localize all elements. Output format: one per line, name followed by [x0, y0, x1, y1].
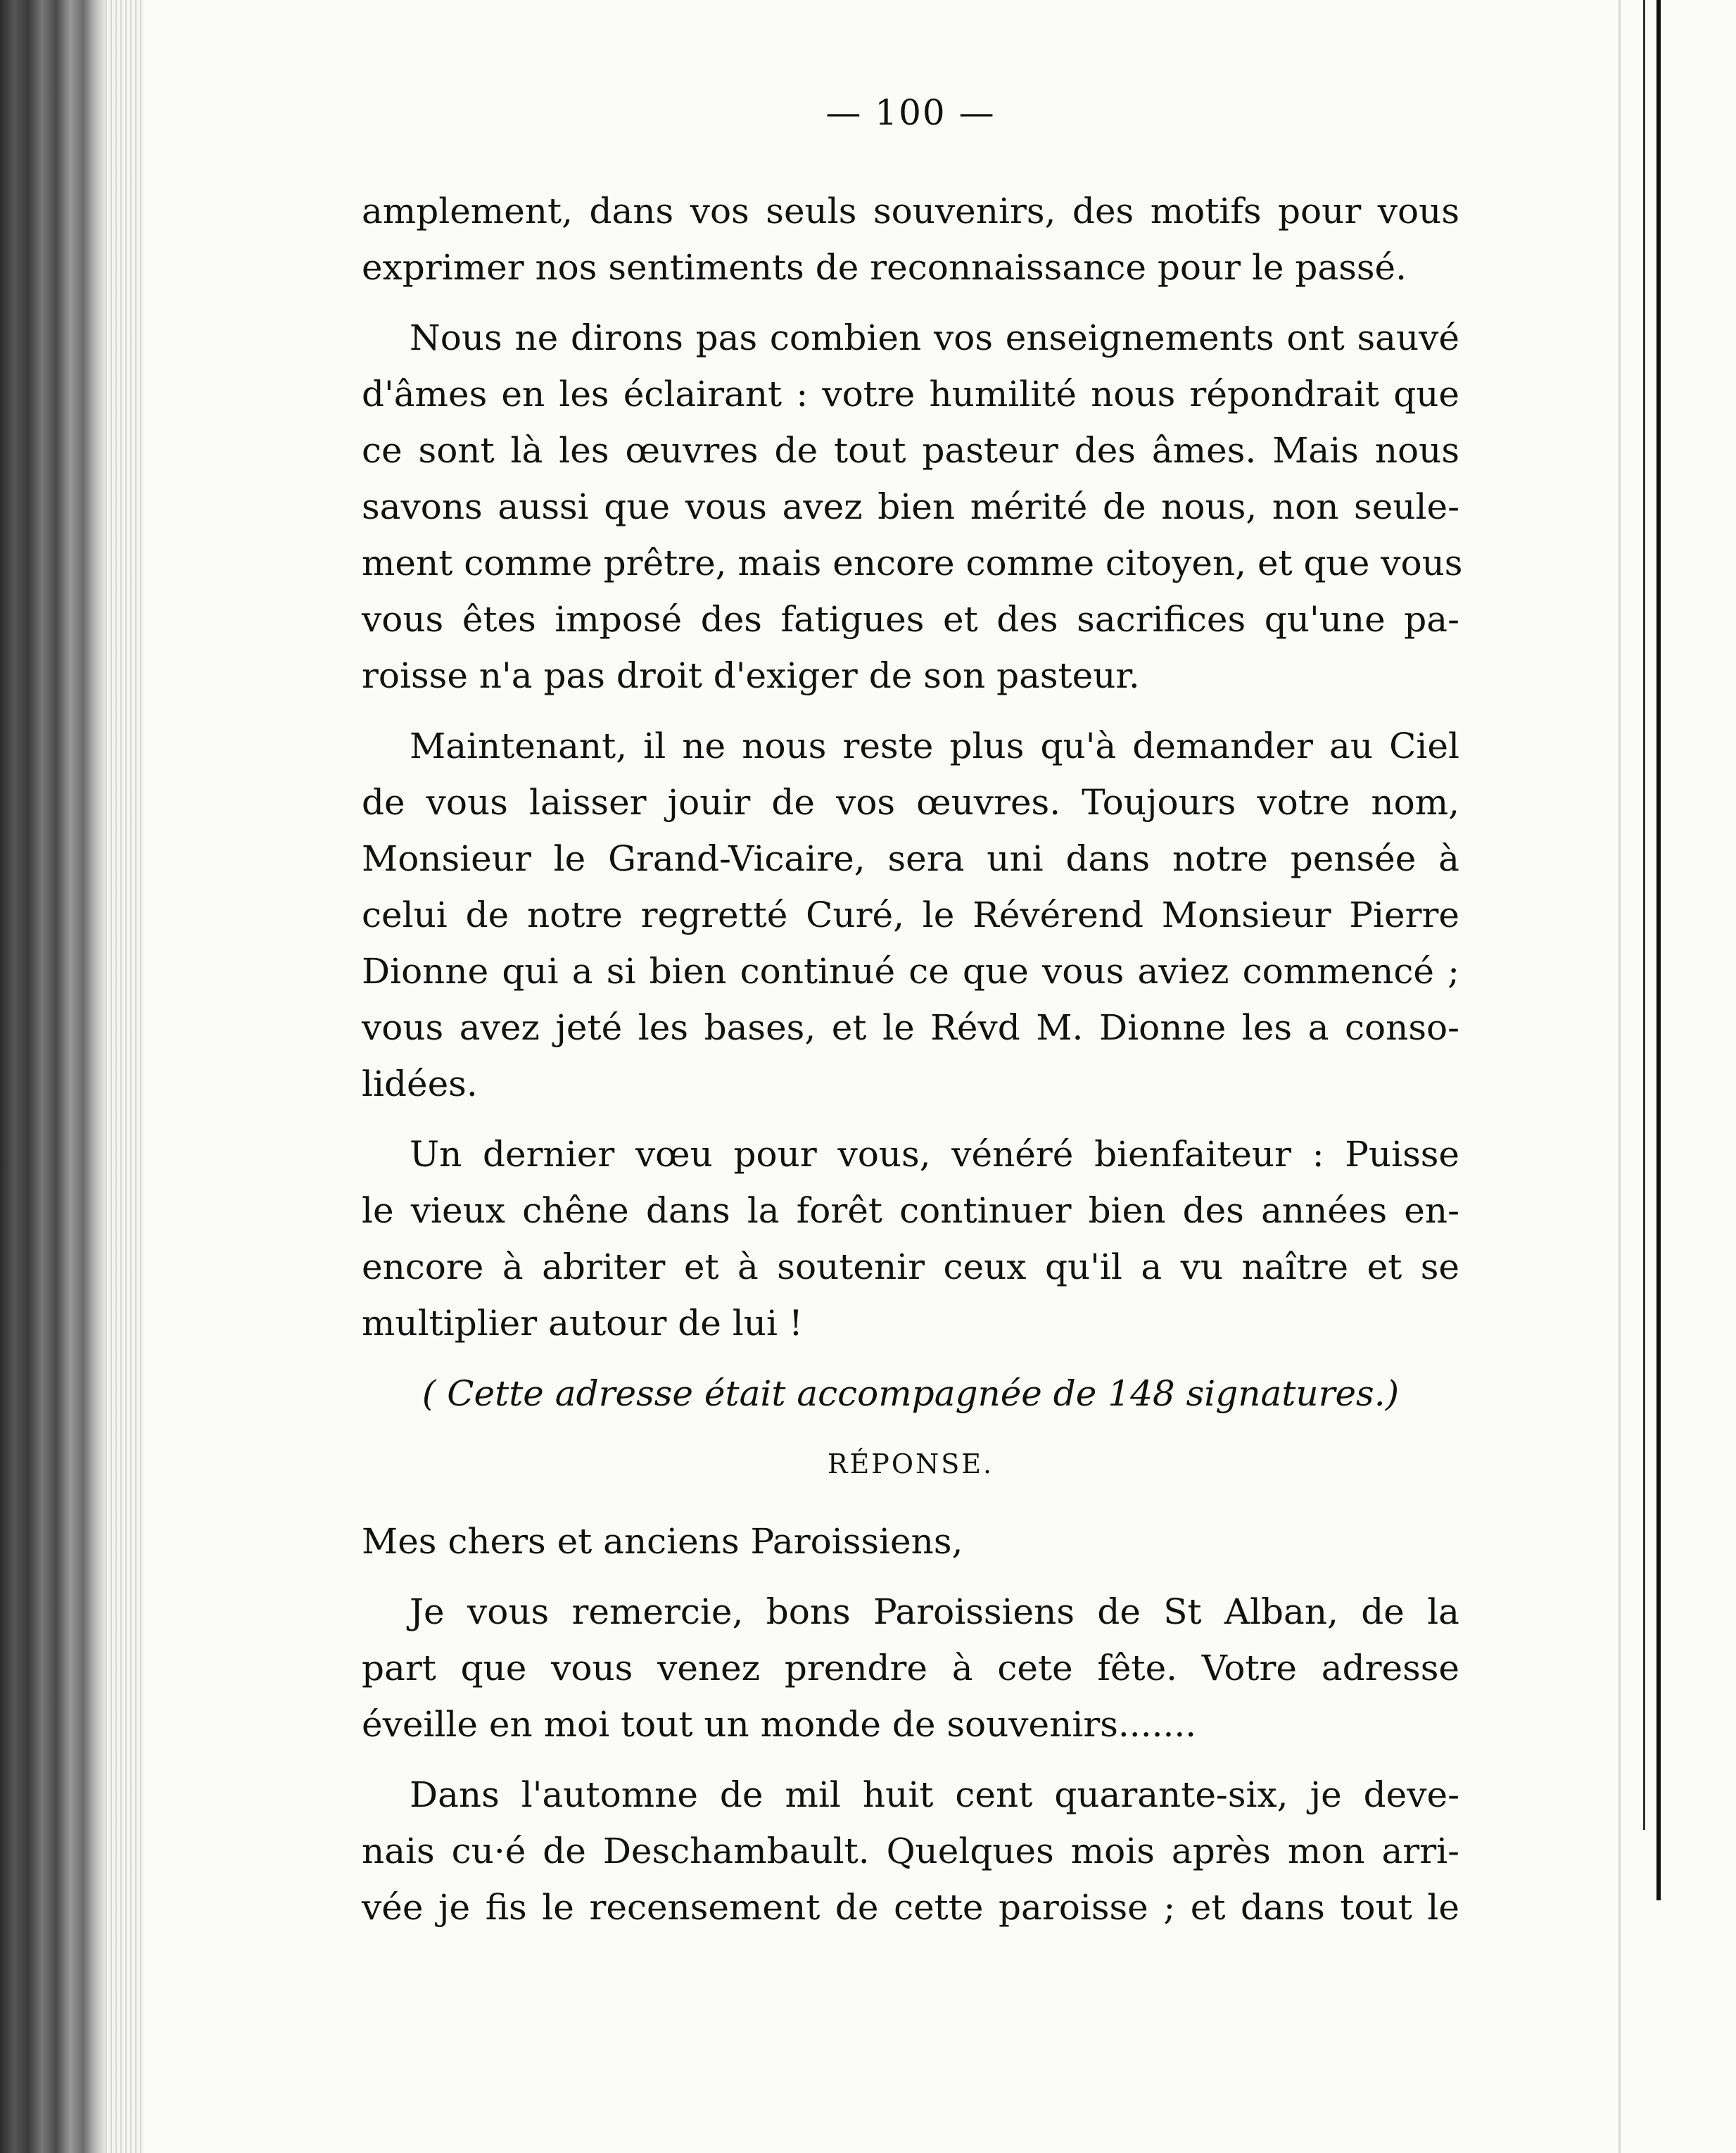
response-paragraph-1	[362, 1584, 1459, 1753]
text-line: part que vous venez prendre à cete fête. Votre adresse	[362, 1648, 1459, 1688]
book-binding-edge	[0, 0, 106, 2153]
text-line: roisse n'a pas droit d'exiger de son pasteur.	[362, 655, 1140, 696]
text-line: ment comme prêtre, mais encore comme citoyen, et que vous	[362, 543, 1463, 583]
signatures-caption: ( Cette adresse était accompagnée de 148 signatures.)	[422, 1373, 1400, 1414]
page-body	[362, 84, 1463, 1950]
text-line: Maintenant, il ne nous reste plus qu'à demander au Ciel	[410, 726, 1459, 766]
right-border-inner	[1643, 0, 1645, 1830]
page-edges	[106, 0, 144, 2153]
text-line: Un dernier vœu pour vous, vénéré bienfaiteur : Puisse	[410, 1134, 1459, 1175]
right-border-outer	[1656, 0, 1661, 1900]
text-line: nais cu·é de Deschambault. Quelques mois après mon arri-	[362, 1831, 1459, 1871]
text-line: amplement, dans vos seuls souvenirs, des motifs pour vous	[362, 191, 1459, 232]
paragraph-4	[362, 1126, 1459, 1351]
right-page-shadow	[1618, 0, 1621, 2153]
text-line: Nous ne dirons pas combien vos enseignements ont sauvé	[410, 317, 1459, 358]
section-heading: RÉPONSE.	[827, 1448, 994, 1479]
text-line: le vieux chêne dans la forêt continuer bien des années en-	[362, 1190, 1459, 1231]
text-line: de vous laisser jouir de vos œuvres. Toujours votre nom,	[362, 782, 1459, 823]
page-number: — 100 —	[825, 92, 996, 133]
paragraph-2	[362, 310, 1463, 704]
text-line: Je vous remercie, bons Paroissiens de St Alban, de la	[410, 1591, 1459, 1632]
text-line: savons aussi que vous avez bien mérité de nous, non seule-	[362, 486, 1459, 527]
text-line: ce sont là les œuvres de tout pasteur des âmes. Mais nous	[362, 430, 1459, 471]
text-line: exprimer nos sentiments de reconnaissance pour le passé.	[362, 247, 1407, 288]
text-line: encore à abriter et à soutenir ceux qu'il a vu naître et se	[362, 1246, 1459, 1287]
text-line: multiplier autour de lui !	[362, 1303, 803, 1344]
text-line: lidées.	[362, 1063, 478, 1104]
salutation	[362, 1513, 1459, 1570]
text-line: celui de notre regretté Curé, le Révérend Monsieur Pierre	[362, 895, 1459, 935]
text-line: Dans l'automne de mil huit cent quarante-six, je deve-	[410, 1774, 1459, 1815]
response-paragraph-2	[362, 1767, 1459, 1936]
text-line: d'âmes en les éclairant : votre humilité nous répondrait que	[362, 374, 1459, 415]
text-line: Dionne qui a si bien continué ce que vous aviez commencé ;	[362, 951, 1459, 992]
text-line: Monsieur le Grand-Vicaire, sera uni dans notre pensée à	[362, 838, 1459, 879]
text-line: Mes chers et anciens Paroissiens,	[362, 1521, 963, 1562]
text-line: vée je fis le recensement de cette paroisse ; et dans tout le	[362, 1887, 1459, 1928]
paragraph-3	[362, 718, 1459, 1112]
text-line: éveille en moi tout un monde de souvenirs.......	[362, 1704, 1197, 1745]
text-line: vous êtes imposé des fatigues et des sacrifices qu'une pa-	[362, 599, 1459, 640]
paragraph-1	[362, 183, 1459, 296]
text-line: vous avez jeté les bases, et le Révd M. Dionne les a conso-	[362, 1007, 1459, 1048]
